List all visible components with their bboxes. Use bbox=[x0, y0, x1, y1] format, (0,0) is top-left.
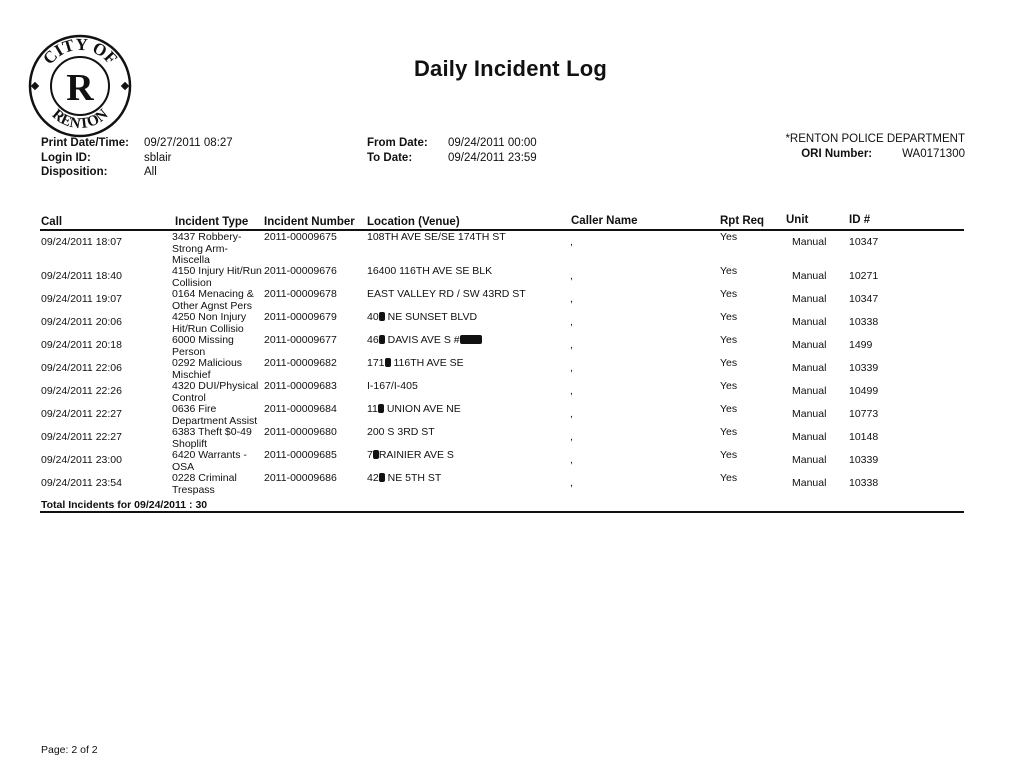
caller-name: , bbox=[570, 454, 573, 466]
rpt-req: Yes bbox=[720, 449, 738, 461]
date-range-values bbox=[448, 136, 537, 165]
incident-number: 2011-00009680 bbox=[264, 426, 337, 438]
location: 16400 116TH AVE SE BLK bbox=[367, 265, 493, 277]
location: 200 S 3RD ST bbox=[367, 426, 435, 438]
incident-type: 0228 Criminal Trespass bbox=[172, 472, 237, 496]
col-header-incident-type: Incident Type bbox=[175, 216, 249, 228]
page-number: Page: 2 of 2 bbox=[41, 744, 98, 756]
login-id-value: sblair bbox=[144, 151, 172, 164]
officer-id: 10347 bbox=[849, 293, 879, 305]
caller-name: , bbox=[570, 270, 573, 282]
ori-number-value: WA0171300 bbox=[902, 147, 965, 160]
call-datetime: 09/24/2011 23:54 bbox=[41, 477, 122, 489]
col-header-rpt-req: Rpt Req bbox=[720, 215, 765, 227]
login-id-label: Login ID: bbox=[41, 151, 91, 164]
rpt-req: Yes bbox=[720, 426, 738, 438]
unit: Manual bbox=[792, 316, 827, 328]
table-row bbox=[0, 450, 1021, 473]
officer-id: 10338 bbox=[849, 316, 879, 328]
incident-number: 2011-00009685 bbox=[264, 449, 337, 461]
caller-name: , bbox=[570, 236, 573, 248]
incident-type: 6383 Theft $0-49 Shoplift bbox=[172, 426, 252, 450]
from-date-label: From Date: bbox=[367, 137, 428, 149]
from-date-value: 09/24/2011 00:00 bbox=[448, 137, 537, 149]
col-header-unit: Unit bbox=[786, 214, 809, 226]
rpt-req: Yes bbox=[720, 311, 738, 323]
call-datetime: 09/24/2011 19:07 bbox=[41, 293, 122, 305]
svg-text:RENTON: RENTON bbox=[48, 106, 112, 133]
document-title: Daily Incident Log bbox=[413, 56, 608, 81]
table-row bbox=[0, 266, 1021, 289]
call-datetime: 09/24/2011 20:18 bbox=[41, 339, 122, 351]
table-row bbox=[0, 404, 1021, 427]
incident-number: 2011-00009675 bbox=[264, 231, 337, 243]
incident-type: 0636 Fire Department Assist bbox=[172, 403, 258, 427]
meta-left-values bbox=[144, 136, 233, 180]
city-seal-logo bbox=[28, 34, 132, 138]
table-row bbox=[0, 381, 1021, 404]
officer-id: 10339 bbox=[849, 362, 879, 374]
date-range-labels bbox=[367, 136, 428, 165]
caller-name: , bbox=[570, 385, 573, 397]
col-header-caller-name: Caller Name bbox=[571, 215, 638, 227]
unit: Manual bbox=[792, 362, 827, 374]
officer-id: 10148 bbox=[849, 431, 879, 443]
rpt-req: Yes bbox=[720, 472, 738, 484]
rpt-req: Yes bbox=[720, 357, 738, 369]
incident-type: 4250 Non Injury Hit/Run Collisio bbox=[172, 311, 247, 335]
caller-name: , bbox=[570, 362, 573, 374]
department-name: *RENTON POLICE DEPARTMENT bbox=[785, 133, 965, 145]
officer-id: 10347 bbox=[849, 236, 879, 248]
incident-number: 2011-00009679 bbox=[264, 311, 337, 323]
table-row bbox=[0, 289, 1021, 312]
location: 108TH AVE SE/SE 174TH ST bbox=[367, 231, 506, 243]
unit: Manual bbox=[792, 293, 827, 305]
ori-number-label: ORI Number: bbox=[801, 147, 873, 160]
caller-name: , bbox=[570, 293, 573, 305]
location: 46 DAVIS AVE S # bbox=[367, 335, 482, 347]
incident-type: 4320 DUI/Physical Control bbox=[172, 380, 259, 404]
col-header-location: Location (Venue) bbox=[367, 216, 460, 228]
caller-name: , bbox=[570, 431, 573, 443]
caller-name: , bbox=[570, 408, 573, 420]
table-row bbox=[0, 358, 1021, 381]
rpt-req: Yes bbox=[720, 288, 738, 300]
print-datetime-value: 09/27/2011 08:27 bbox=[144, 137, 233, 149]
footer-rule bbox=[40, 511, 964, 513]
rpt-req: Yes bbox=[720, 403, 738, 415]
officer-id: 1499 bbox=[849, 339, 873, 351]
call-datetime: 09/24/2011 22:27 bbox=[41, 408, 122, 420]
to-date-label: To Date: bbox=[367, 151, 413, 164]
incident-type: 3437 Robbery-Strong Arm-Miscella bbox=[172, 231, 242, 266]
unit: Manual bbox=[792, 385, 827, 397]
officer-id: 10499 bbox=[849, 385, 879, 397]
officer-id: 10339 bbox=[849, 454, 879, 466]
call-datetime: 09/24/2011 23:00 bbox=[41, 454, 122, 466]
incident-type: 6000 Missing Person bbox=[172, 334, 234, 358]
incident-number: 2011-00009678 bbox=[264, 288, 337, 300]
print-datetime-label: Print Date/Time: bbox=[41, 137, 129, 149]
location: 42 NE 5TH ST bbox=[367, 472, 442, 484]
rpt-req: Yes bbox=[720, 380, 738, 392]
incident-type: 0164 Menacing & Other Agnst Pers bbox=[172, 288, 254, 312]
caller-name: , bbox=[570, 477, 573, 489]
location: 171 116TH AVE SE bbox=[367, 357, 464, 369]
call-datetime: 09/24/2011 22:06 bbox=[41, 362, 122, 374]
meta-left-labels bbox=[41, 136, 129, 180]
unit: Manual bbox=[792, 270, 827, 282]
total-incidents: Total Incidents for 09/24/2011 : 30 bbox=[41, 499, 208, 511]
table-row bbox=[0, 231, 1021, 266]
unit: Manual bbox=[792, 408, 827, 420]
unit: Manual bbox=[792, 431, 827, 443]
incident-type: 0292 Malicious Mischief bbox=[172, 357, 243, 381]
svg-text:R: R bbox=[66, 67, 94, 109]
incident-number: 2011-00009684 bbox=[264, 403, 337, 415]
to-date-value: 09/24/2011 23:59 bbox=[448, 151, 537, 164]
call-datetime: 09/24/2011 22:27 bbox=[41, 431, 122, 443]
rpt-req: Yes bbox=[720, 334, 738, 346]
call-datetime: 09/24/2011 18:40 bbox=[41, 270, 122, 282]
unit: Manual bbox=[792, 454, 827, 466]
location: I-167/I-405 bbox=[367, 380, 418, 392]
table-row bbox=[0, 335, 1021, 358]
unit: Manual bbox=[792, 339, 827, 351]
redaction-mark bbox=[460, 335, 482, 344]
call-datetime: 09/24/2011 22:26 bbox=[41, 385, 122, 397]
disposition-value: All bbox=[144, 166, 157, 178]
incident-type: 6420 Warrants - OSA bbox=[172, 449, 247, 473]
location: 7 RAINIER AVE S bbox=[367, 449, 454, 461]
call-datetime: 09/24/2011 18:07 bbox=[41, 236, 122, 248]
col-header-call: Call bbox=[41, 216, 63, 228]
table-row bbox=[0, 312, 1021, 335]
location: EAST VALLEY RD / SW 43RD ST bbox=[367, 288, 526, 300]
table-row bbox=[0, 427, 1021, 450]
svg-text:CITY OF: CITY OF bbox=[39, 34, 122, 69]
incident-number: 2011-00009677 bbox=[264, 334, 337, 346]
caller-name: , bbox=[570, 339, 573, 351]
officer-id: 10773 bbox=[849, 408, 879, 420]
col-header-incident-number: Incident Number bbox=[264, 216, 355, 228]
unit: Manual bbox=[792, 477, 827, 489]
disposition-label: Disposition: bbox=[41, 166, 108, 178]
officer-id: 10338 bbox=[849, 477, 879, 489]
col-header-id: ID # bbox=[849, 214, 871, 226]
officer-id: 10271 bbox=[849, 270, 879, 282]
call-datetime: 09/24/2011 20:06 bbox=[41, 316, 122, 328]
incident-number: 2011-00009676 bbox=[264, 265, 337, 277]
unit: Manual bbox=[792, 236, 827, 248]
incident-number: 2011-00009683 bbox=[264, 380, 337, 392]
rpt-req: Yes bbox=[720, 265, 738, 277]
incident-number: 2011-00009682 bbox=[264, 357, 337, 369]
caller-name: , bbox=[570, 316, 573, 328]
table-row bbox=[0, 473, 1021, 496]
location: 11 UNION AVE NE bbox=[367, 403, 461, 415]
agency-block bbox=[785, 132, 965, 161]
location: 40 NE SUNSET BLVD bbox=[367, 311, 478, 323]
incident-type: 4150 Injury Hit/Run Collision bbox=[172, 265, 262, 289]
incident-number: 2011-00009686 bbox=[264, 472, 337, 484]
rpt-req: Yes bbox=[720, 231, 738, 243]
